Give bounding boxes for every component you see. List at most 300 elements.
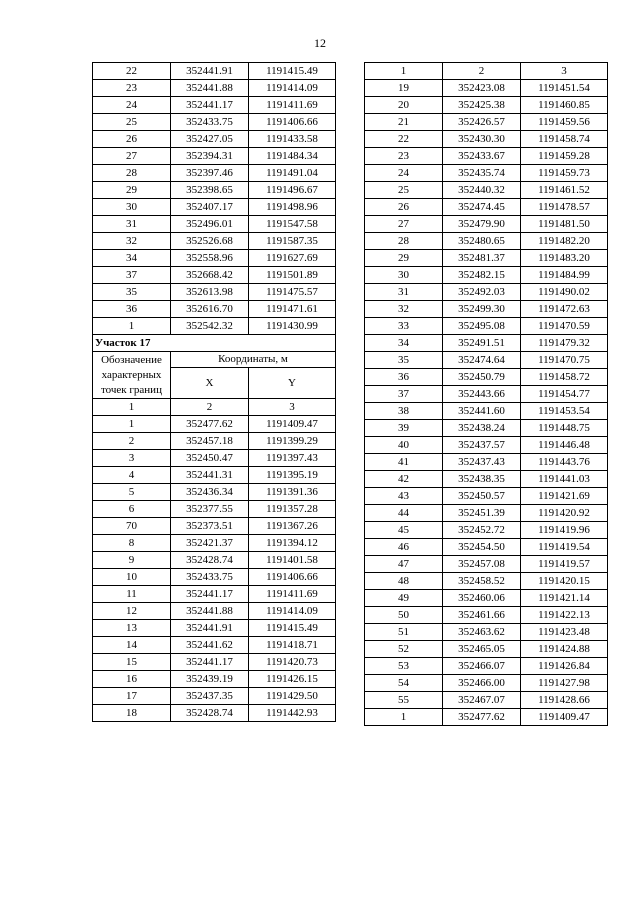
x-coordinate-cell: 352426.57 xyxy=(443,114,521,131)
x-coordinate-cell: 352460.06 xyxy=(443,590,521,607)
y-coordinate-cell: 1191409.47 xyxy=(521,709,608,726)
y-coordinate-cell: 1191446.48 xyxy=(521,437,608,454)
point-number-cell: 55 xyxy=(365,692,443,709)
point-number-cell: 26 xyxy=(93,131,171,148)
point-number-cell: 32 xyxy=(93,233,171,250)
x-coordinate-cell: 352428.74 xyxy=(171,552,249,569)
y-coordinate-cell: 1191478.57 xyxy=(521,199,608,216)
y-coordinate-cell: 1191441.03 xyxy=(521,471,608,488)
column-number-row xyxy=(93,399,336,416)
table-row xyxy=(93,484,336,501)
table-row xyxy=(93,671,336,688)
point-number-cell: 3 xyxy=(93,450,171,467)
table-row xyxy=(93,416,336,433)
table-row xyxy=(365,590,608,607)
y-coordinate-cell: 1191414.09 xyxy=(249,603,336,620)
point-number-cell: 32 xyxy=(365,301,443,318)
x-coordinate-cell: 352480.65 xyxy=(443,233,521,250)
table-row xyxy=(365,539,608,556)
table-row xyxy=(365,284,608,301)
point-number-cell: 45 xyxy=(365,522,443,539)
point-number-cell: 27 xyxy=(365,216,443,233)
point-number-cell: 24 xyxy=(365,165,443,182)
point-number-cell: 28 xyxy=(93,165,171,182)
y-coordinate-cell: 1191420.15 xyxy=(521,573,608,590)
table-row xyxy=(93,552,336,569)
x-coordinate-cell: 352438.24 xyxy=(443,420,521,437)
x-coordinate-cell: 352373.51 xyxy=(171,518,249,535)
table-row xyxy=(93,620,336,637)
y-coordinate-cell: 1191627.69 xyxy=(249,250,336,267)
point-number-cell: 23 xyxy=(365,148,443,165)
table-row xyxy=(365,165,608,182)
table-row xyxy=(365,335,608,352)
y-coordinate-cell: 1191481.50 xyxy=(521,216,608,233)
y-coordinate-cell: 1191428.66 xyxy=(521,692,608,709)
table-row xyxy=(365,318,608,335)
point-number-cell: 22 xyxy=(93,63,171,80)
y-coordinate-cell: 1191415.49 xyxy=(249,63,336,80)
y-coordinate-cell: 1191422.13 xyxy=(521,607,608,624)
y-coordinate-cell: 1191391.36 xyxy=(249,484,336,501)
x-coordinate-cell: 352438.35 xyxy=(443,471,521,488)
point-number-cell: 23 xyxy=(93,80,171,97)
x-coordinate-cell: 352454.50 xyxy=(443,539,521,556)
point-number-cell: 16 xyxy=(93,671,171,688)
x-coordinate-cell: 352441.17 xyxy=(171,654,249,671)
y-coordinate-cell: 1191490.02 xyxy=(521,284,608,301)
point-number-cell: 31 xyxy=(365,284,443,301)
table-row xyxy=(93,182,336,199)
table-row xyxy=(365,624,608,641)
y-coordinate-cell: 1191399.29 xyxy=(249,433,336,450)
y-coordinate-cell: 1191394.12 xyxy=(249,535,336,552)
table-row xyxy=(365,386,608,403)
y-coordinate-cell: 1191472.63 xyxy=(521,301,608,318)
table-row xyxy=(93,637,336,654)
table-row xyxy=(365,437,608,454)
table-row xyxy=(93,97,336,114)
point-number-cell: 22 xyxy=(365,131,443,148)
point-number-cell: 37 xyxy=(93,267,171,284)
y-coordinate-cell: 1191471.61 xyxy=(249,301,336,318)
point-number-cell: 44 xyxy=(365,505,443,522)
x-coordinate-cell: 352433.75 xyxy=(171,114,249,131)
table-row xyxy=(365,573,608,590)
point-number-cell: 19 xyxy=(365,80,443,97)
y-coordinate-cell: 1191420.73 xyxy=(249,654,336,671)
y-coordinate-cell: 1191475.57 xyxy=(249,284,336,301)
table-row xyxy=(93,250,336,267)
point-number-cell: 5 xyxy=(93,484,171,501)
table-row xyxy=(93,433,336,450)
table-row xyxy=(93,705,336,722)
point-number-cell: 41 xyxy=(365,454,443,471)
x-coordinate-cell: 352482.15 xyxy=(443,267,521,284)
point-number-cell: 17 xyxy=(93,688,171,705)
point-number-cell: 42 xyxy=(365,471,443,488)
point-number-cell: 6 xyxy=(93,501,171,518)
point-number-cell: 10 xyxy=(93,569,171,586)
table-row xyxy=(93,501,336,518)
table-row xyxy=(365,250,608,267)
y-coordinate-cell: 1191367.26 xyxy=(249,518,336,535)
table-row xyxy=(365,505,608,522)
table-row xyxy=(365,369,608,386)
x-coordinate-cell: 352441.88 xyxy=(171,603,249,620)
y-coordinate-cell: 1191501.89 xyxy=(249,267,336,284)
point-number-cell: 18 xyxy=(93,705,171,722)
x-coordinate-cell: 352441.91 xyxy=(171,63,249,80)
table-row xyxy=(93,654,336,671)
point-number-cell: 34 xyxy=(93,250,171,267)
x-coordinate-cell: 352492.03 xyxy=(443,284,521,301)
table-row xyxy=(93,131,336,148)
x-coordinate-cell: 352467.07 xyxy=(443,692,521,709)
table-row xyxy=(365,301,608,318)
x-coordinate-cell: 352439.19 xyxy=(171,671,249,688)
y-coordinate-cell: 1191491.04 xyxy=(249,165,336,182)
table-row xyxy=(93,114,336,131)
x-coordinate-cell: 352457.08 xyxy=(443,556,521,573)
table-row xyxy=(93,535,336,552)
page-number: 12 xyxy=(314,36,326,50)
coordinates-header: Координаты, м xyxy=(171,352,336,368)
y-coordinate-cell: 1191419.57 xyxy=(521,556,608,573)
point-number-cell: 11 xyxy=(93,586,171,603)
x-coordinate-cell: 352477.62 xyxy=(443,709,521,726)
x-coordinate-cell: 352463.62 xyxy=(443,624,521,641)
x-coordinate-cell: 352450.47 xyxy=(171,450,249,467)
x-coordinate-cell: 352558.96 xyxy=(171,250,249,267)
x-coordinate-cell: 352466.07 xyxy=(443,658,521,675)
coordinates-table-right xyxy=(364,62,608,726)
table-row xyxy=(365,182,608,199)
point-number-cell: 21 xyxy=(365,114,443,131)
y-coordinate-cell: 1191395.19 xyxy=(249,467,336,484)
y-coordinate-cell: 1191419.96 xyxy=(521,522,608,539)
y-coordinate-cell: 1191418.71 xyxy=(249,637,336,654)
y-coordinate-cell: 1191547.58 xyxy=(249,216,336,233)
y-coordinate-cell: 1191443.76 xyxy=(521,454,608,471)
point-number-cell: 30 xyxy=(365,267,443,284)
y-coordinate-cell: 1191426.15 xyxy=(249,671,336,688)
point-number-cell: 38 xyxy=(365,403,443,420)
y-coordinate-cell: 1191421.69 xyxy=(521,488,608,505)
table-row xyxy=(93,318,336,335)
point-number-cell: 27 xyxy=(93,148,171,165)
column-number: 3 xyxy=(249,399,336,416)
x-coordinate-cell: 352491.51 xyxy=(443,335,521,352)
section-title: Участок 17 xyxy=(93,335,336,352)
x-coordinate-cell: 352423.08 xyxy=(443,80,521,97)
table-row xyxy=(365,267,608,284)
x-coordinate-cell: 352428.74 xyxy=(171,705,249,722)
table-row xyxy=(365,471,608,488)
point-number-cell: 70 xyxy=(93,518,171,535)
point-number-cell: 34 xyxy=(365,335,443,352)
x-coordinate-cell: 352496.01 xyxy=(171,216,249,233)
y-coordinate-cell: 1191442.93 xyxy=(249,705,336,722)
x-coordinate-cell: 352441.62 xyxy=(171,637,249,654)
x-coordinate-cell: 352450.57 xyxy=(443,488,521,505)
x-coordinate-cell: 352542.32 xyxy=(171,318,249,335)
point-number-cell: 8 xyxy=(93,535,171,552)
point-number-cell: 29 xyxy=(365,250,443,267)
point-number-cell: 46 xyxy=(365,539,443,556)
point-number-cell: 1 xyxy=(93,318,171,335)
x-coordinate-cell: 352461.66 xyxy=(443,607,521,624)
y-coordinate-cell: 1191426.84 xyxy=(521,658,608,675)
point-number-cell: 51 xyxy=(365,624,443,641)
table-row xyxy=(93,301,336,318)
table-row xyxy=(93,267,336,284)
right-rows xyxy=(365,80,608,726)
y-coordinate-cell: 1191451.54 xyxy=(521,80,608,97)
y-coordinate-cell: 1191411.69 xyxy=(249,97,336,114)
x-coordinate-cell: 352465.05 xyxy=(443,641,521,658)
table-row xyxy=(93,148,336,165)
table-row xyxy=(365,233,608,250)
x-coordinate-cell: 352436.34 xyxy=(171,484,249,501)
y-coordinate-cell: 1191414.09 xyxy=(249,80,336,97)
point-number-cell: 12 xyxy=(93,603,171,620)
table-row xyxy=(93,603,336,620)
point-number-cell: 37 xyxy=(365,386,443,403)
x-header: X xyxy=(171,368,249,399)
point-number-cell: 25 xyxy=(93,114,171,131)
y-coordinate-cell: 1191470.75 xyxy=(521,352,608,369)
x-coordinate-cell: 352433.67 xyxy=(443,148,521,165)
column-number: 2 xyxy=(171,399,249,416)
point-number-cell: 36 xyxy=(93,301,171,318)
y-coordinate-cell: 1191433.58 xyxy=(249,131,336,148)
point-number-cell: 40 xyxy=(365,437,443,454)
y-coordinate-cell: 1191479.32 xyxy=(521,335,608,352)
column-number-row xyxy=(365,63,608,80)
x-coordinate-cell: 352437.57 xyxy=(443,437,521,454)
x-coordinate-cell: 352450.79 xyxy=(443,369,521,386)
column-number: 3 xyxy=(521,63,608,80)
y-coordinate-cell: 1191419.54 xyxy=(521,539,608,556)
table-row xyxy=(365,403,608,420)
point-number-cell: 24 xyxy=(93,97,171,114)
x-coordinate-cell: 352499.30 xyxy=(443,301,521,318)
table-row xyxy=(365,80,608,97)
point-number-cell: 35 xyxy=(93,284,171,301)
table-row xyxy=(365,97,608,114)
y-coordinate-cell: 1191415.49 xyxy=(249,620,336,637)
y-coordinate-cell: 1191424.88 xyxy=(521,641,608,658)
point-number-cell: 9 xyxy=(93,552,171,569)
table-row xyxy=(93,284,336,301)
left-top-rows xyxy=(93,63,336,335)
x-coordinate-cell: 352398.65 xyxy=(171,182,249,199)
x-coordinate-cell: 352441.17 xyxy=(171,97,249,114)
y-coordinate-cell: 1191458.72 xyxy=(521,369,608,386)
point-number-cell: 53 xyxy=(365,658,443,675)
x-coordinate-cell: 352437.43 xyxy=(443,454,521,471)
point-number-cell: 43 xyxy=(365,488,443,505)
y-coordinate-cell: 1191423.48 xyxy=(521,624,608,641)
x-coordinate-cell: 352443.66 xyxy=(443,386,521,403)
table-row xyxy=(365,454,608,471)
point-number-cell: 25 xyxy=(365,182,443,199)
point-number-cell: 14 xyxy=(93,637,171,654)
table-row xyxy=(365,675,608,692)
x-coordinate-cell: 352441.31 xyxy=(171,467,249,484)
x-coordinate-cell: 352397.46 xyxy=(171,165,249,182)
table-row xyxy=(365,488,608,505)
table-row xyxy=(365,556,608,573)
x-coordinate-cell: 352441.88 xyxy=(171,80,249,97)
x-coordinate-cell: 352437.35 xyxy=(171,688,249,705)
point-designation-header: Обозначение характерных точек границ xyxy=(93,352,171,399)
x-coordinate-cell: 352430.30 xyxy=(443,131,521,148)
y-coordinate-cell: 1191427.98 xyxy=(521,675,608,692)
table-row xyxy=(365,216,608,233)
x-coordinate-cell: 352435.74 xyxy=(443,165,521,182)
table-row xyxy=(365,607,608,624)
point-number-cell: 36 xyxy=(365,369,443,386)
y-coordinate-cell: 1191420.92 xyxy=(521,505,608,522)
x-coordinate-cell: 352377.55 xyxy=(171,501,249,518)
x-coordinate-cell: 352458.52 xyxy=(443,573,521,590)
header-row xyxy=(93,352,336,368)
point-number-cell: 54 xyxy=(365,675,443,692)
section-header xyxy=(93,335,336,416)
table-row xyxy=(365,131,608,148)
y-coordinate-cell: 1191482.20 xyxy=(521,233,608,250)
coordinates-table-left xyxy=(92,62,336,722)
right-header xyxy=(365,63,608,80)
y-coordinate-cell: 1191448.75 xyxy=(521,420,608,437)
table-row xyxy=(93,518,336,535)
table-row xyxy=(93,216,336,233)
point-number-cell: 2 xyxy=(93,433,171,450)
x-coordinate-cell: 352526.68 xyxy=(171,233,249,250)
y-coordinate-cell: 1191498.96 xyxy=(249,199,336,216)
y-coordinate-cell: 1191460.85 xyxy=(521,97,608,114)
table-row xyxy=(93,80,336,97)
table-row xyxy=(365,148,608,165)
point-number-cell: 15 xyxy=(93,654,171,671)
point-number-cell: 29 xyxy=(93,182,171,199)
y-coordinate-cell: 1191406.66 xyxy=(249,114,336,131)
y-coordinate-cell: 1191453.54 xyxy=(521,403,608,420)
point-number-cell: 4 xyxy=(93,467,171,484)
y-coordinate-cell: 1191458.74 xyxy=(521,131,608,148)
y-coordinate-cell: 1191401.58 xyxy=(249,552,336,569)
y-coordinate-cell: 1191587.35 xyxy=(249,233,336,250)
x-coordinate-cell: 352474.45 xyxy=(443,199,521,216)
x-coordinate-cell: 352616.70 xyxy=(171,301,249,318)
x-coordinate-cell: 352466.00 xyxy=(443,675,521,692)
point-number-cell: 33 xyxy=(365,318,443,335)
x-coordinate-cell: 352441.60 xyxy=(443,403,521,420)
y-coordinate-cell: 1191430.99 xyxy=(249,318,336,335)
point-number-cell: 49 xyxy=(365,590,443,607)
y-coordinate-cell: 1191461.52 xyxy=(521,182,608,199)
x-coordinate-cell: 352407.17 xyxy=(171,199,249,216)
x-coordinate-cell: 352477.62 xyxy=(171,416,249,433)
y-coordinate-cell: 1191397.43 xyxy=(249,450,336,467)
x-coordinate-cell: 352394.31 xyxy=(171,148,249,165)
y-coordinate-cell: 1191496.67 xyxy=(249,182,336,199)
x-coordinate-cell: 352433.75 xyxy=(171,569,249,586)
y-coordinate-cell: 1191357.28 xyxy=(249,501,336,518)
table-row xyxy=(93,569,336,586)
y-coordinate-cell: 1191459.28 xyxy=(521,148,608,165)
y-coordinate-cell: 1191409.47 xyxy=(249,416,336,433)
x-coordinate-cell: 352474.64 xyxy=(443,352,521,369)
x-coordinate-cell: 352421.37 xyxy=(171,535,249,552)
column-number: 2 xyxy=(443,63,521,80)
y-coordinate-cell: 1191459.73 xyxy=(521,165,608,182)
point-number-cell: 30 xyxy=(93,199,171,216)
y-header: Y xyxy=(249,368,336,399)
table-row xyxy=(93,63,336,80)
table-row xyxy=(93,199,336,216)
point-number-cell: 1 xyxy=(93,416,171,433)
table-row xyxy=(365,420,608,437)
point-number-cell: 1 xyxy=(365,709,443,726)
y-coordinate-cell: 1191411.69 xyxy=(249,586,336,603)
y-coordinate-cell: 1191484.34 xyxy=(249,148,336,165)
table-row xyxy=(93,450,336,467)
left-bottom-rows xyxy=(93,416,336,722)
point-number-cell: 48 xyxy=(365,573,443,590)
table-row xyxy=(365,352,608,369)
y-coordinate-cell: 1191406.66 xyxy=(249,569,336,586)
table-row xyxy=(93,467,336,484)
column-number: 1 xyxy=(93,399,171,416)
x-coordinate-cell: 352425.38 xyxy=(443,97,521,114)
table-row xyxy=(93,165,336,182)
table-row xyxy=(365,709,608,726)
section-title-row xyxy=(93,335,336,352)
x-coordinate-cell: 352457.18 xyxy=(171,433,249,450)
table-row xyxy=(365,522,608,539)
point-number-cell: 47 xyxy=(365,556,443,573)
table-row xyxy=(93,233,336,250)
table-row xyxy=(365,692,608,709)
point-number-cell: 35 xyxy=(365,352,443,369)
point-number-cell: 39 xyxy=(365,420,443,437)
y-coordinate-cell: 1191470.59 xyxy=(521,318,608,335)
y-coordinate-cell: 1191483.20 xyxy=(521,250,608,267)
x-coordinate-cell: 352440.32 xyxy=(443,182,521,199)
table-row xyxy=(365,114,608,131)
y-coordinate-cell: 1191421.14 xyxy=(521,590,608,607)
y-coordinate-cell: 1191429.50 xyxy=(249,688,336,705)
table-row xyxy=(365,641,608,658)
point-number-cell: 50 xyxy=(365,607,443,624)
table-row xyxy=(365,658,608,675)
x-coordinate-cell: 352427.05 xyxy=(171,131,249,148)
point-number-cell: 31 xyxy=(93,216,171,233)
x-coordinate-cell: 352668.42 xyxy=(171,267,249,284)
point-number-cell: 52 xyxy=(365,641,443,658)
table-row xyxy=(93,688,336,705)
x-coordinate-cell: 352451.39 xyxy=(443,505,521,522)
x-coordinate-cell: 352495.08 xyxy=(443,318,521,335)
x-coordinate-cell: 352481.37 xyxy=(443,250,521,267)
x-coordinate-cell: 352479.90 xyxy=(443,216,521,233)
point-number-cell: 26 xyxy=(365,199,443,216)
x-coordinate-cell: 352441.91 xyxy=(171,620,249,637)
x-coordinate-cell: 352613.98 xyxy=(171,284,249,301)
